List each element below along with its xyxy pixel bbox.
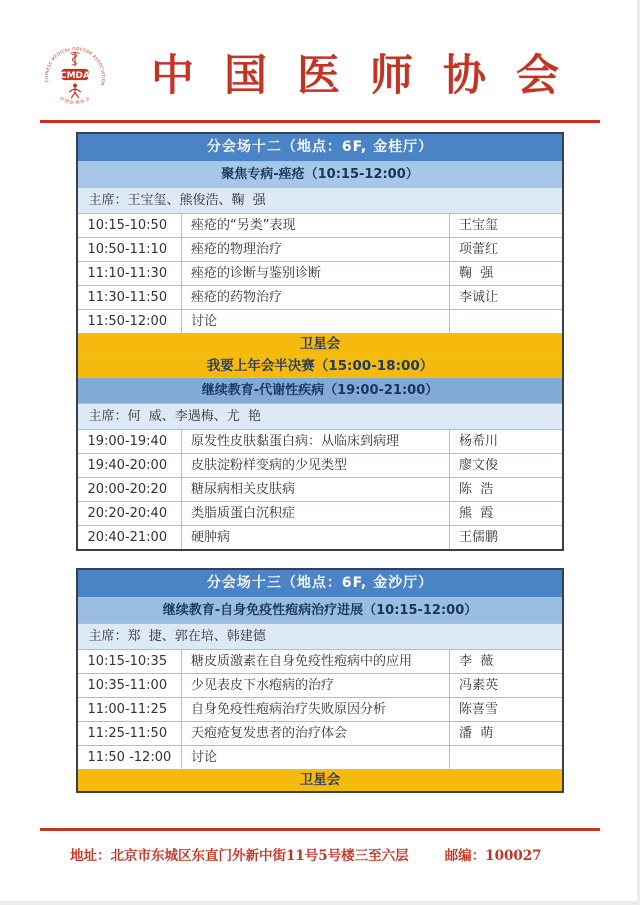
session-chairs-row — [77, 404, 562, 430]
org-title: 中国医师协会 — [151, 51, 589, 102]
topic-cell: 原发性皮肤黏蛋白病：从临床到病理 — [181, 430, 449, 454]
speaker-cell: 冯素英 — [449, 674, 562, 698]
topic-cell: 讨论 — [181, 746, 449, 770]
schedule-row — [77, 722, 562, 746]
session-chairs: 主席：何 威、李遇梅、尤 艳 — [77, 404, 562, 430]
topic-cell: 类脂质蛋白沉积症 — [181, 502, 449, 526]
time-cell: 11:50-12:00 — [77, 310, 181, 334]
time-cell: 10:15-10:35 — [77, 650, 181, 674]
session-header-row — [77, 598, 562, 624]
topic-cell: 皮肤淀粉样变病的少见类型 — [181, 454, 449, 478]
schedule-row — [77, 650, 562, 674]
speaker-cell — [449, 310, 562, 334]
schedule-row — [77, 698, 562, 722]
speaker-cell: 陈 浩 — [449, 478, 562, 502]
satellite-banner-row — [77, 770, 562, 793]
topic-cell: 硬肿病 — [181, 526, 449, 551]
session-chairs: 主席：郑 捷、郭在培、韩建德 — [77, 624, 562, 650]
topic-cell: 自身免疫性疱病治疗失败原因分析 — [181, 698, 449, 722]
session-chairs-row — [77, 188, 562, 214]
speaker-cell: 项蕾红 — [449, 238, 562, 262]
schedule-row — [77, 214, 562, 238]
hall-title-row — [77, 569, 562, 598]
header-divider — [40, 120, 600, 123]
session-chairs: 主席：王宝玺、熊俊浩、鞠 强 — [77, 188, 562, 214]
cmda-logo-graphic — [42, 44, 108, 110]
topic-cell: 少见表皮下水疱病的治疗 — [181, 674, 449, 698]
schedule-row — [77, 502, 562, 526]
hall-title: 分会场十二（地点：6F, 金桂厅） — [77, 133, 562, 162]
semifinal-banner-row — [77, 356, 562, 378]
speaker-cell: 杨希川 — [449, 430, 562, 454]
hall-title-row — [77, 133, 562, 162]
topic-cell: 痤疮的药物治疗 — [181, 286, 449, 310]
page-footer — [40, 828, 600, 864]
footer-text — [40, 844, 600, 864]
topic-cell: 痤疮的诊断与鉴别诊断 — [181, 262, 449, 286]
time-cell: 11:25-11:50 — [77, 722, 181, 746]
schedule-row — [77, 746, 562, 770]
logo-arc-top-text: CHINESE MEDICAL DOCTOR ASSOCIATION — [43, 46, 107, 87]
footer-postal-code: 邮编：100027 — [444, 848, 542, 864]
schedule-row — [77, 430, 562, 454]
footer-address: 地址：北京市东城区东直门外新中街11号5号楼三至六层 — [70, 848, 409, 864]
time-cell: 19:00-19:40 — [77, 430, 181, 454]
session-header: 继续教育-代谢性疾病（19:00-21:00） — [77, 378, 562, 404]
speaker-cell: 鞠 强 — [449, 262, 562, 286]
topic-cell: 痤疮的“另类”表现 — [181, 214, 449, 238]
schedule-row — [77, 262, 562, 286]
schedule-table-12 — [76, 132, 563, 551]
schedule-row — [77, 454, 562, 478]
speaker-cell: 潘 萌 — [449, 722, 562, 746]
banner-label: 我要上年会半决赛（15:00-18:00） — [77, 356, 562, 378]
time-cell: 10:35-11:00 — [77, 674, 181, 698]
session-header: 聚焦专病-痤疮（10:15-12:00） — [77, 162, 562, 188]
speaker-cell: 王宝玺 — [449, 214, 562, 238]
session-chairs-row — [77, 624, 562, 650]
banner-label: 卫星会 — [77, 334, 562, 356]
topic-cell: 讨论 — [181, 310, 449, 334]
cmda-logo — [42, 44, 108, 110]
satellite-banner-row — [77, 334, 562, 356]
time-cell: 10:50-11:10 — [77, 238, 181, 262]
schedule-row — [77, 526, 562, 551]
speaker-cell: 李诚让 — [449, 286, 562, 310]
topic-cell: 糖皮质激素在自身免疫性疱病中的应用 — [181, 650, 449, 674]
schedule-row — [77, 286, 562, 310]
time-cell: 11:50 -12:00 — [77, 746, 181, 770]
footer-divider — [40, 828, 600, 831]
time-cell: 20:40-21:00 — [77, 526, 181, 551]
schedule-table-13 — [76, 568, 563, 793]
session-header-row — [77, 378, 562, 404]
schedule-row — [77, 478, 562, 502]
time-cell: 20:20-20:40 — [77, 502, 181, 526]
topic-cell: 糖尿病相关皮肤病 — [181, 478, 449, 502]
schedule-row — [77, 310, 562, 334]
speaker-cell — [449, 746, 562, 770]
time-cell: 11:30-11:50 — [77, 286, 181, 310]
time-cell: 19:40-20:00 — [77, 454, 181, 478]
schedule-row — [77, 238, 562, 262]
banner-label: 卫星会 — [77, 770, 562, 793]
speaker-cell: 廖文俊 — [449, 454, 562, 478]
speaker-cell: 陈喜雪 — [449, 698, 562, 722]
schedule-row — [77, 674, 562, 698]
time-cell: 20:00-20:20 — [77, 478, 181, 502]
hall-title: 分会场十三（地点：6F, 金沙厅） — [77, 569, 562, 598]
time-cell: 11:00-11:25 — [77, 698, 181, 722]
session-header-row — [77, 162, 562, 188]
logo-arc-bottom-text: 中国医师协会 — [58, 96, 93, 107]
topic-cell: 天疱疮复发患者的治疗体会 — [181, 722, 449, 746]
speaker-cell: 王儒鹏 — [449, 526, 562, 551]
time-cell: 10:15-10:50 — [77, 214, 181, 238]
letterhead — [0, 0, 640, 110]
topic-cell: 痤疮的物理治疗 — [181, 238, 449, 262]
speaker-cell: 李 薇 — [449, 650, 562, 674]
session-header: 继续教育-自身免疫性疱病治疗进展（10:15-12:00） — [77, 598, 562, 624]
time-cell: 11:10-11:30 — [77, 262, 181, 286]
speaker-cell: 熊 霞 — [449, 502, 562, 526]
logo-abbr: CMDA — [60, 70, 90, 81]
